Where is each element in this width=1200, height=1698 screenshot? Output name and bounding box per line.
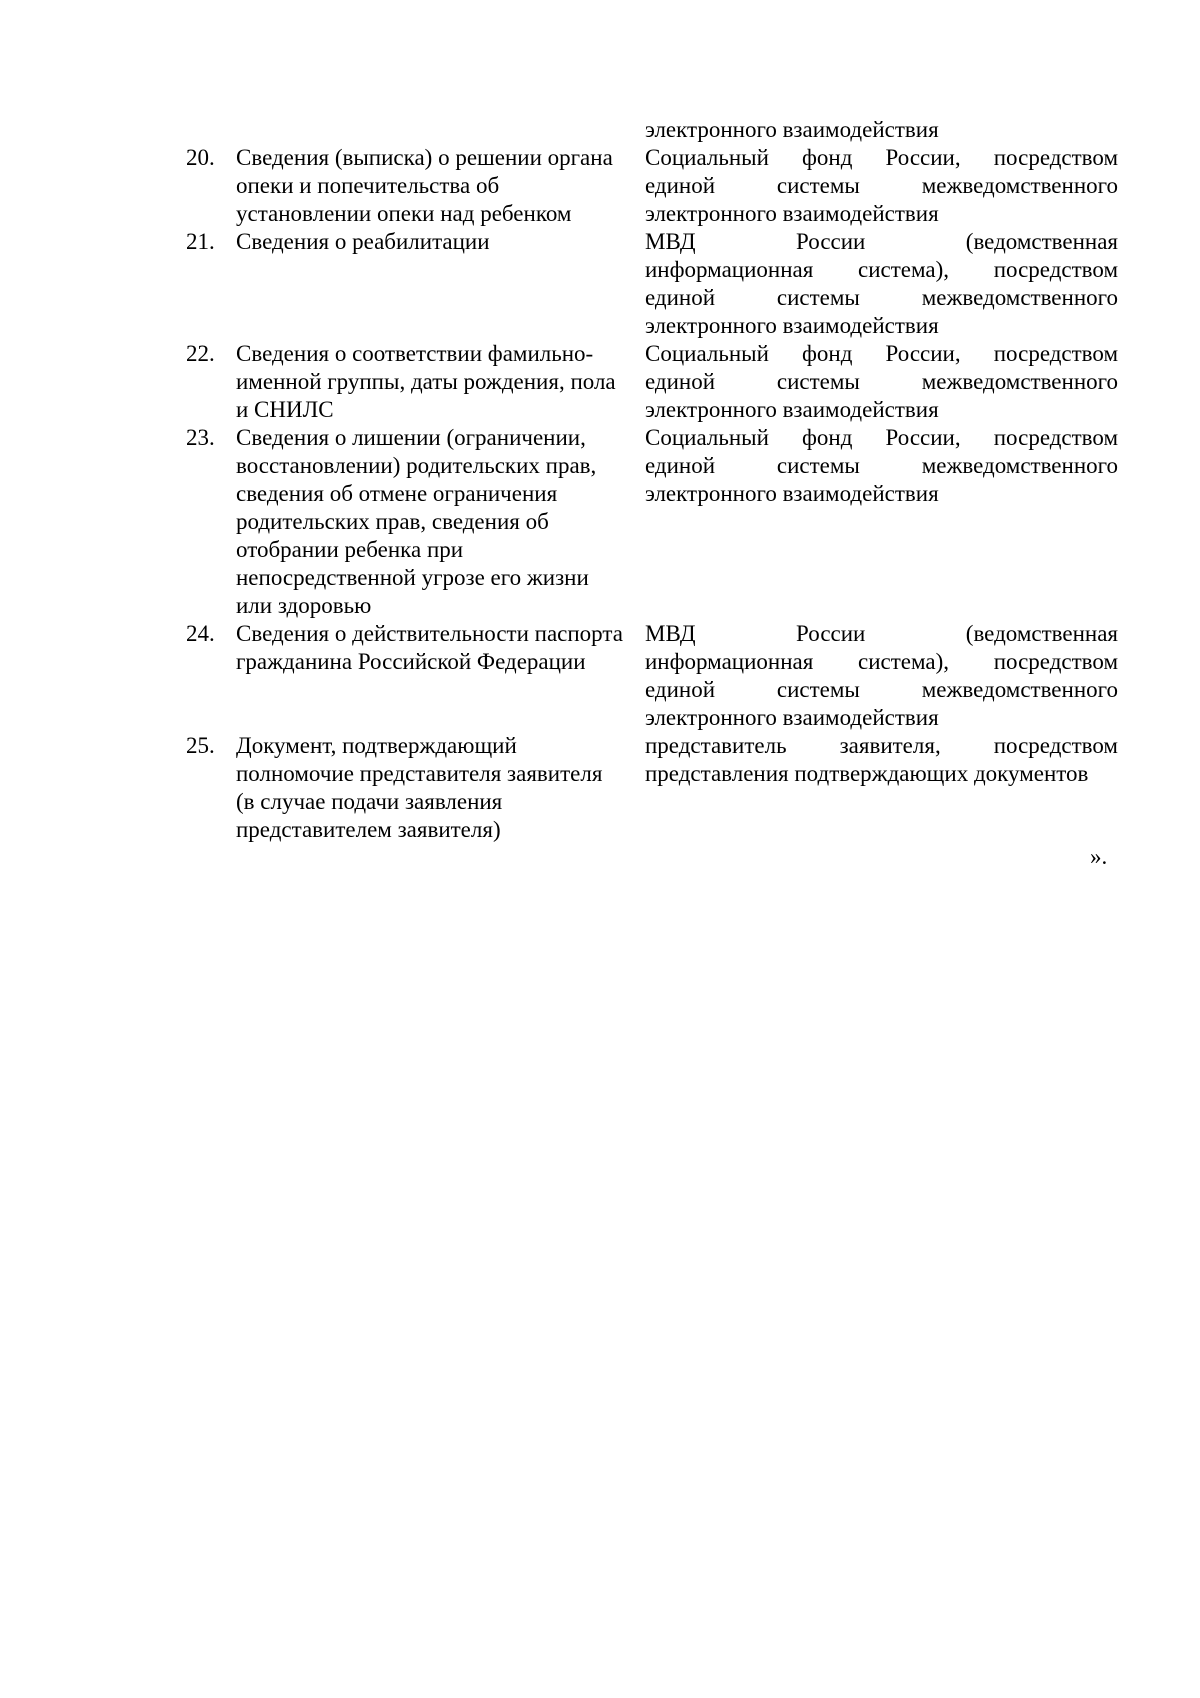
row-source-line: информационная система), посредством: [645, 649, 1118, 674]
row-name-line: непосредственной угрозе его жизни: [236, 565, 589, 590]
row-source-line: Социальный фонд России, посредством: [645, 341, 1118, 366]
row-name-line: Документ, подтверждающий: [236, 733, 517, 758]
row-name-line: Сведения о соответствии фамильно-: [236, 341, 594, 366]
row-source-line: единой системы межведомственного: [645, 453, 1118, 478]
row-number: 24.: [186, 621, 215, 646]
row-source-line: электронного взаимодействия: [645, 397, 939, 422]
row-source-line: электронного взаимодействия: [645, 481, 939, 506]
row-source-line: Социальный фонд России, посредством: [645, 145, 1118, 170]
row-name-line: гражданина Российской Федерации: [236, 649, 586, 674]
row-name-line: опеки и попечительства об: [236, 173, 500, 198]
row-source-line: единой системы межведомственного: [645, 173, 1118, 198]
row-source-line: единой системы межведомственного: [645, 677, 1118, 702]
row-source-line: единой системы межведомственного: [645, 369, 1118, 394]
row-name-line: Сведения о лишении (ограничении,: [236, 425, 586, 450]
row-name-line: установлении опеки над ребенком: [236, 201, 572, 226]
row-source-line: информационная система), посредством: [645, 257, 1118, 282]
row-name-line: и СНИЛС: [236, 397, 334, 422]
row-source-line: МВД России (ведомственная: [645, 229, 1118, 254]
row-number: 23.: [186, 425, 215, 450]
row-source-line: представления подтверждающих документов: [645, 761, 1089, 786]
row-source-line: электронного взаимодействия: [645, 705, 939, 730]
row-name-line: отобрании ребенка при: [236, 537, 464, 562]
closing-quote-mark: ».: [1090, 844, 1108, 869]
row-source-line: МВД России (ведомственная: [645, 621, 1118, 646]
row-source-line: электронного взаимодействия: [645, 313, 939, 338]
row-name-line: или здоровью: [236, 593, 372, 618]
row-name-line: представителем заявителя): [236, 817, 501, 842]
row-source-line: электронного взаимодействия: [645, 201, 939, 226]
row-name-line: именной группы, даты рождения, пола: [236, 369, 616, 394]
row-name-line: родительских прав, сведения об: [236, 509, 549, 534]
row-name-line: сведения об отмене ограничения: [236, 481, 558, 506]
row-number: 22.: [186, 341, 215, 366]
row-number: 25.: [186, 733, 215, 758]
row-source-line: единой системы межведомственного: [645, 285, 1118, 310]
row-number: 21.: [186, 229, 215, 254]
row-name-line: Сведения о реабилитации: [236, 229, 490, 254]
row-source-line: Социальный фонд России, посредством: [645, 425, 1118, 450]
row-name-line: Сведения (выписка) о решении органа: [236, 145, 613, 170]
continuation-text: электронного взаимодействия: [645, 117, 939, 142]
row-name-line: полномочие представителя заявителя: [236, 761, 603, 786]
row-name-line: (в случае подачи заявления: [236, 789, 503, 814]
row-source-line: представитель заявителя, посредством: [645, 733, 1118, 758]
row-number: 20.: [186, 145, 215, 170]
row-name-line: восстановлении) родительских прав,: [236, 453, 597, 478]
row-name-line: Сведения о действительности паспорта: [236, 621, 623, 646]
